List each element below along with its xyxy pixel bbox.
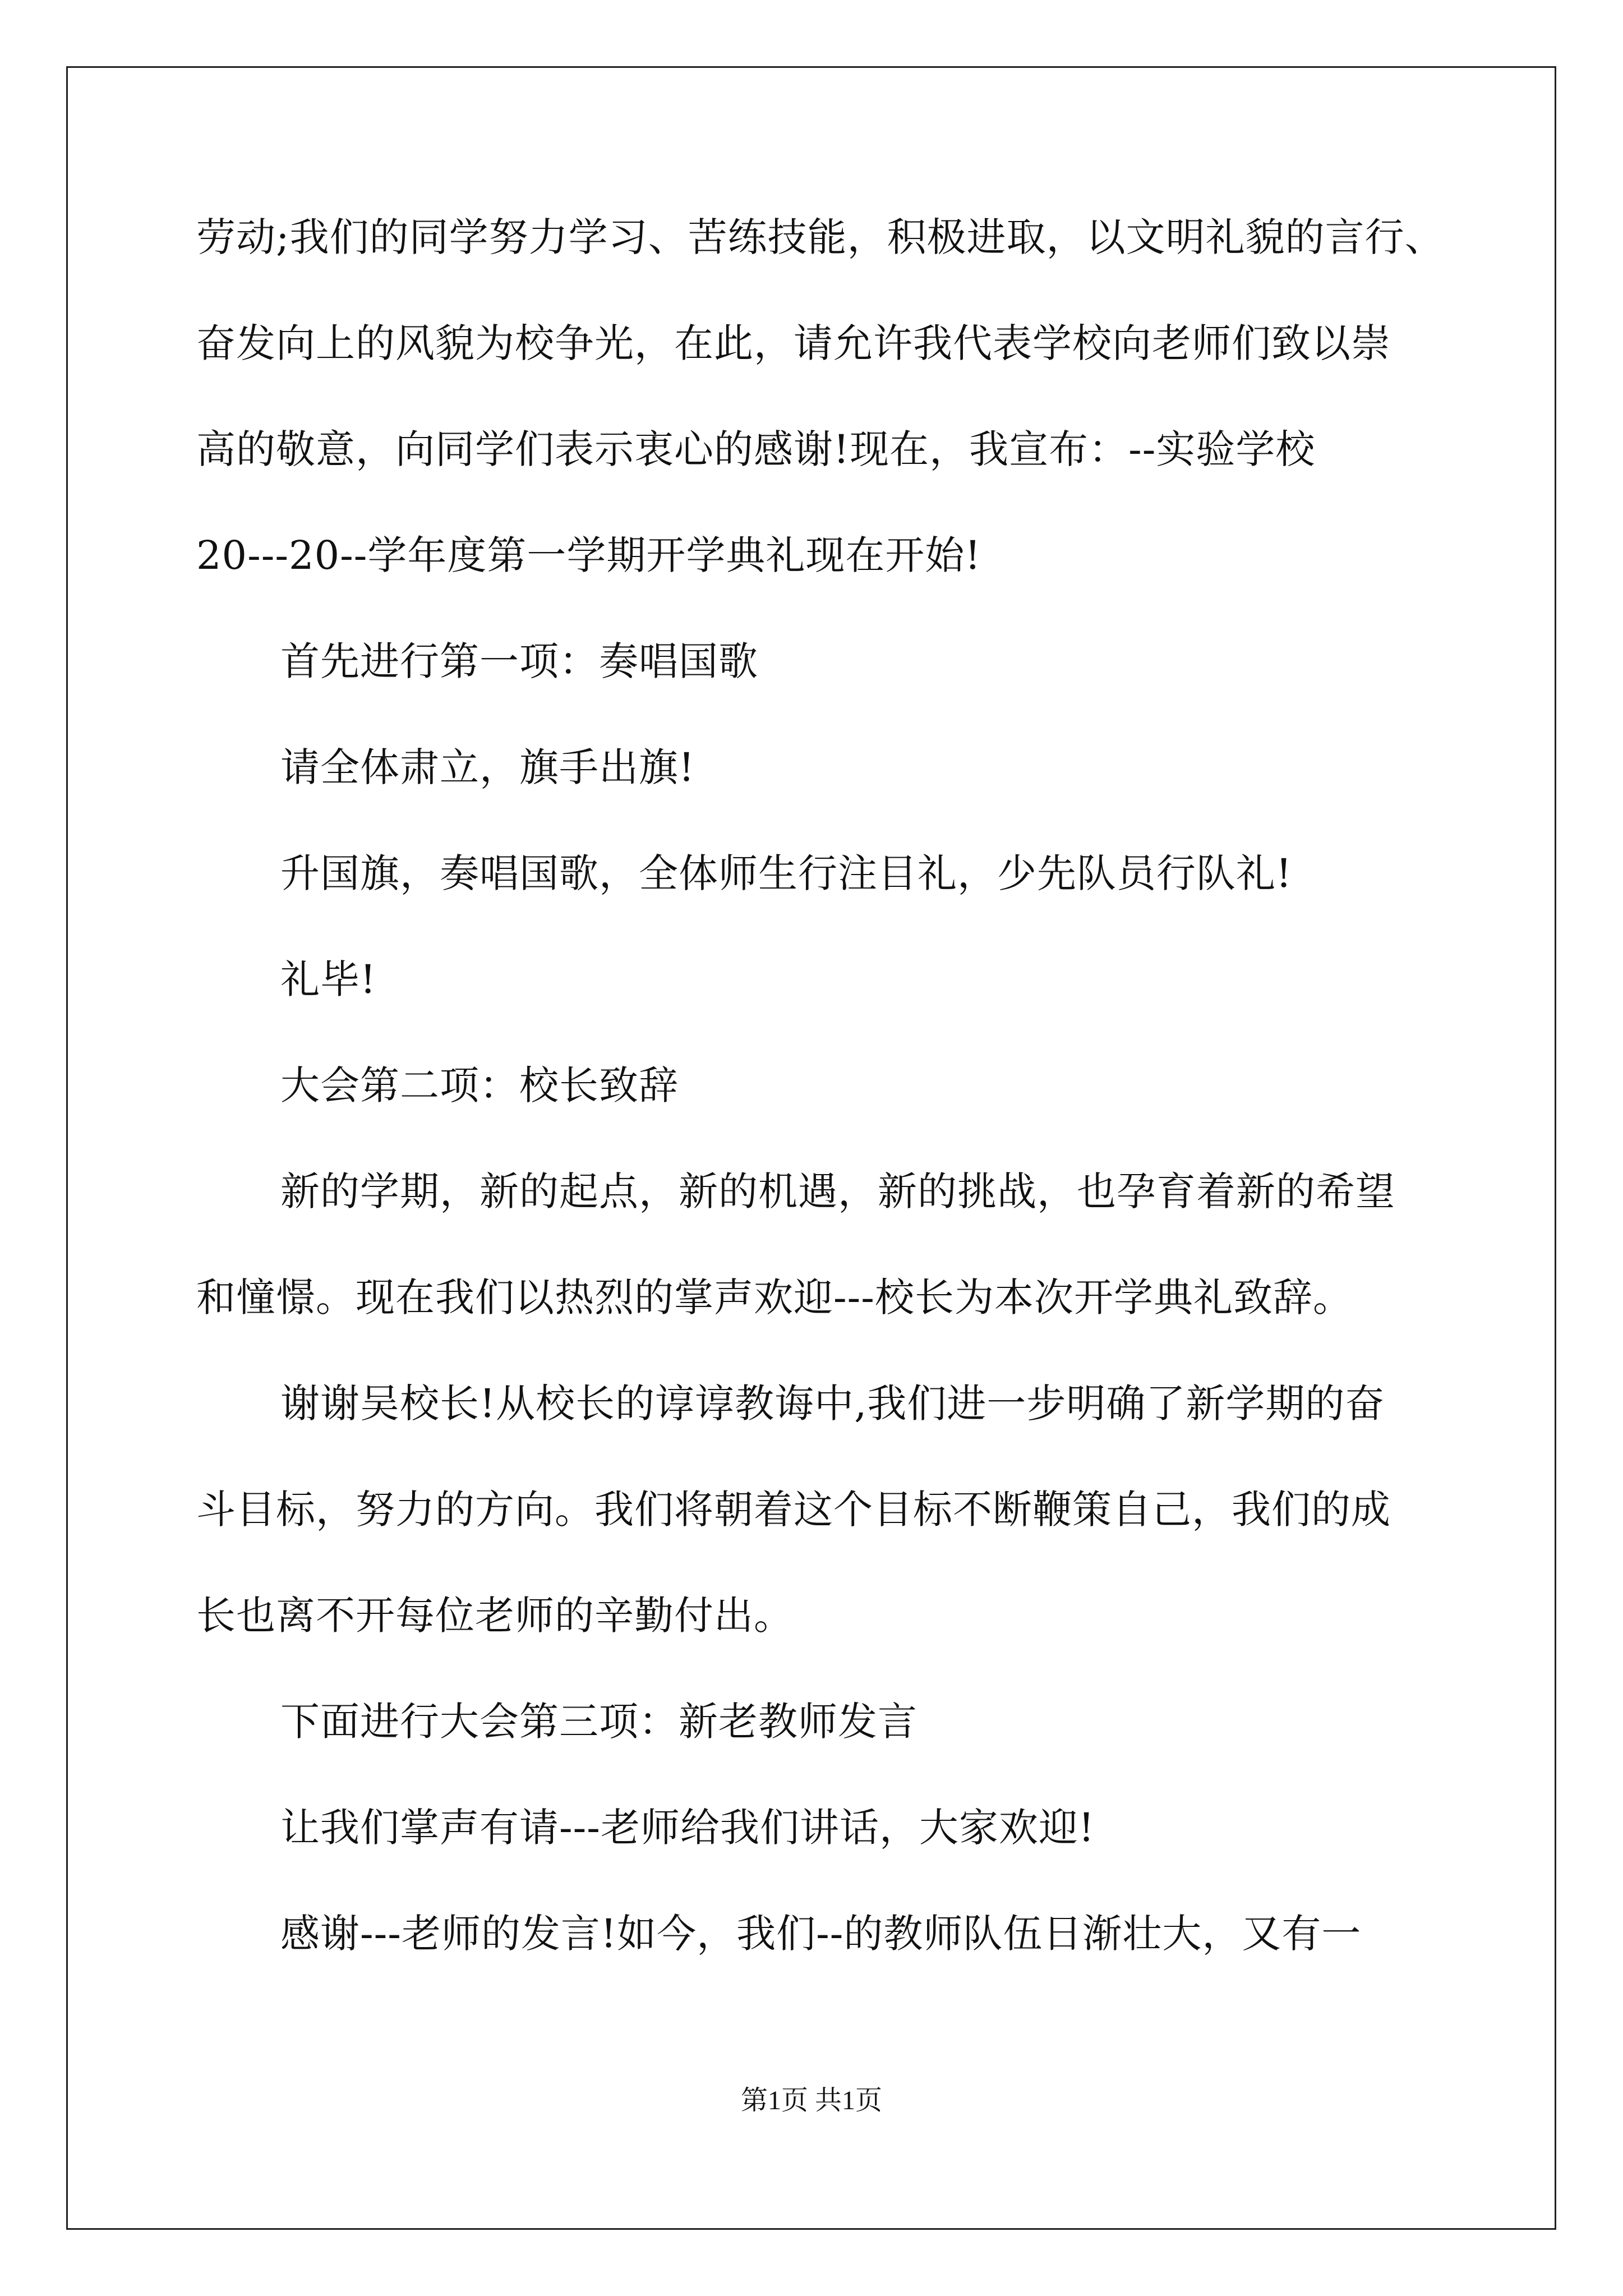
- text-line: 和憧憬。现在我们以热烈的掌声欢迎---校长为本次开学典礼致辞。: [196, 1274, 1353, 1320]
- text-line: 长也离不开每位老师的辛勤付出。: [196, 1593, 794, 1639]
- text-line: 20---20--学年度第一学期开学典礼现在开始!: [196, 532, 981, 578]
- text-line: 大会第二项：校长致辞: [280, 1062, 679, 1108]
- text-line: 奋发向上的风貌为校争光，在此，请允许我代表学校向老师们致以崇: [196, 320, 1391, 366]
- page-border: [66, 66, 1556, 2230]
- text-line: 请全体肃立，旗手出旗!: [280, 744, 695, 790]
- page-number-footer: 第1页 共1页: [740, 2086, 882, 2115]
- text-line: 礼毕!: [280, 956, 377, 1002]
- text-line: 谢谢吴校长!从校长的谆谆教诲中,我们进一步明确了新学期的奋: [280, 1381, 1385, 1427]
- text-line: 劳动;我们的同学努力学习、苦练技能，积极进取，以文明礼貌的言行、: [196, 214, 1445, 260]
- text-line: 斗目标，努力的方向。我们将朝着这个目标不断鞭策自己，我们的成: [196, 1487, 1391, 1533]
- text-line: 感谢---老师的发言!如今，我们--的教师队伍日渐壮大，又有一: [280, 1911, 1362, 1957]
- text-line: 让我们掌声有请---老师给我们讲话，大家欢迎!: [280, 1805, 1095, 1851]
- text-line: 首先进行第一项：奏唱国歌: [280, 638, 758, 684]
- text-line: 下面进行大会第三项：新老教师发言: [280, 1699, 917, 1745]
- text-line: 高的敬意，向同学们表示衷心的感谢!现在，我宣布：--实验学校: [196, 426, 1316, 472]
- text-line: 新的学期，新的起点，新的机遇，新的挑战，也孕育着新的希望: [280, 1168, 1395, 1214]
- text-line: 升国旗，奏唱国歌，全体师生行注目礼，少先队员行队礼!: [280, 850, 1293, 896]
